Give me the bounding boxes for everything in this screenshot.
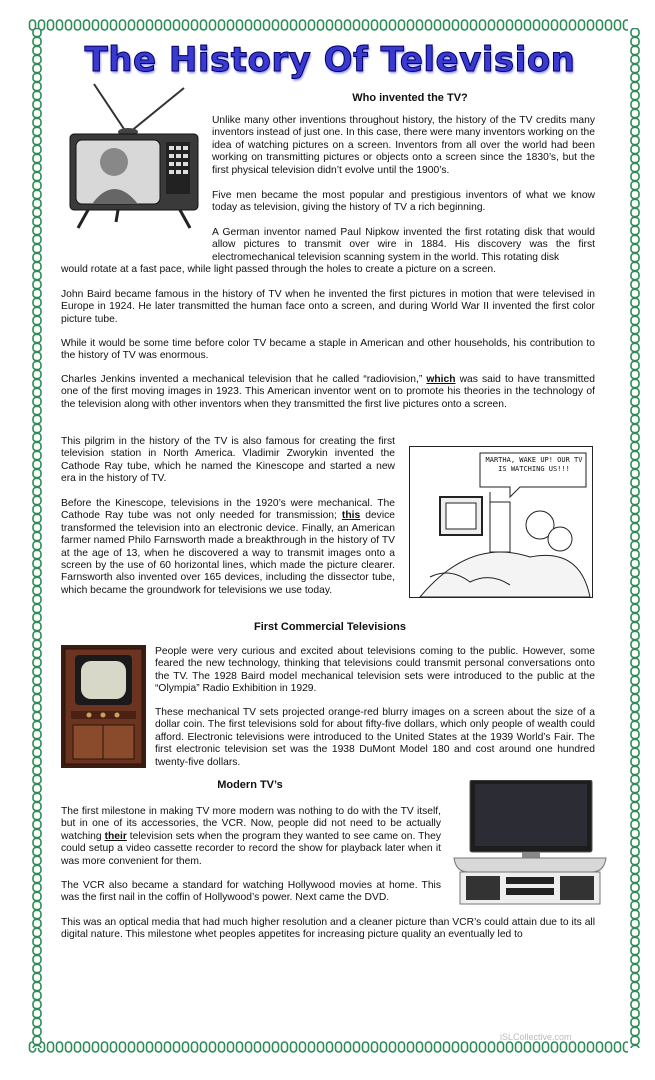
kinescope-text-a: Before the Kinescope, televisions in the 1920’s were mechanical. The Cathode Ray tube was not only needed for transmission; (61, 498, 395, 522)
paragraph-zworykin: This pilgrim in the history of the TV is also famous for creating the first television station in North America. Vladimir Zworykin invented the Cathode Ray tube, which he named the Kinescope and started a new era in the history of TV. (61, 436, 395, 485)
paragraph-vcr (61, 806, 441, 868)
paragraph-curious-public: People were very curious and excited about televisions coming to the public. However, some feared the new technology, thinking that televisions could transmit personal conversations onto the TV. The 1928 Baird model mechanical television sets were introduced to the public at the “Olympia” Radio Exhibition in 1929. (155, 646, 595, 695)
cabinet-tv-image (61, 645, 146, 768)
jenkins-underline: which (426, 374, 456, 385)
paragraph-mechanical-sets: These mechanical TV sets projected orange-red blurry images on a screen about the size of a dollar coin. The first televisions sold for about fifty-five dollars, which only people of wealth could afford. Electronic televisions were introduced to the United States at the 1939 World’s Fair. The first electronic television set was the 1938 DuMont Model 180 and cost around one hundred twenty-five dollars. (155, 707, 595, 768)
page-border-top (28, 18, 628, 32)
paragraph-nipkow: A German inventor named Paul Nipkow invented the first rotating disk that would allow pictures to transmit over wire in 1884. His discovery was the first electromechanical television scanning system in the world. This rotating disk (212, 227, 595, 263)
paragraph-nipkow-cont: would rotate at a fast pace, while light passed through the holes to create a picture on a screen. (61, 264, 497, 275)
paragraph-baird: John Baird became famous in the history of TV when he invented the first pictures in motion that were televised in Europe in 1924. He later transmitted the human face onto a screen, and during World War II invented the first color picture tube. (61, 289, 595, 325)
cartoon-image (409, 446, 593, 598)
section-heading-commercial: First Commercial Televisions (253, 621, 407, 633)
page-border-bottom (28, 1040, 628, 1054)
paragraph-five-men: Five men became the most popular and prestigious inventors of what we know today as television, giving the history of TV a rich beginning. (212, 190, 595, 214)
jenkins-text-b: was said to have transmitted one of the first moving images in 1923. This American inventor went on to promote his theories in the technology of the television along with other inventors when they transmitted the first live pictures onto a screen. (61, 374, 595, 410)
section-heading-who-invented: Who invented the TV? (352, 92, 468, 104)
watermark: iSLCollective.com (500, 1032, 572, 1042)
page-border-left (30, 28, 44, 1048)
modern-tv-image (452, 780, 608, 908)
paragraph-intro: Unlike many other inventions throughout history, the history of the TV credits many inventors instead of just one. In this case, there were many inventors working on the idea of watching pictures on a screen. Inventors from all over the world had been working on transmitting pictures or objects onto a screen since the 1830’s, but the first physical television didn’t evolve until the 1900’s. (212, 115, 595, 176)
paragraph-kinescope (61, 498, 395, 597)
section-heading-modern: Modern TV’s (217, 779, 283, 791)
kinescope-text-b: device transformed the television into an electronic device. Finally, an American farmer named Philo Farnsworth made a breakthrough in the history of TV at the age of 13, when he discovered a way to transmit images onto a screen by the use of 60 horizontal lines, which made the picture clearer. Farnsworth also invented over 165 devices, including the dissector tube, which became the groundwork for televisions we use today. (61, 510, 395, 596)
paragraph-jenkins (61, 374, 595, 411)
vcr-text-b: television sets when the program they wanted to see came on. They could setup a video cassette recorder to record the show for playback later when it was more convenient for them. (61, 830, 441, 867)
page-border-right (628, 28, 642, 1048)
page-title: The History Of Television (84, 40, 576, 80)
kinescope-underline: this (341, 510, 361, 522)
vcr-underline: their (104, 830, 127, 842)
paragraph-hollywood: The VCR also became a standard for watching Hollywood movies at home. This was the first nail in the coffin of Hollywood’s power. Next came the DVD. (61, 880, 441, 904)
cartoon-speech-bubble: MARTHA, WAKE UP! OUR TV IS WATCHING US!!! (485, 456, 583, 473)
vcr-text-a: The first milestone in making TV more modern was nothing to do with the TV itself, but in one of its accessories, the VCR. Now, people did not need to be actually watching (61, 806, 441, 842)
vintage-tv-image (66, 82, 202, 230)
paragraph-color-tv: While it would be some time before color TV became a staple in American and other households, his contribution to the history of TV was enormous. (61, 338, 595, 362)
paragraph-dvd: This was an optical media that had much higher resolution and a cleaner picture than VCR’s could attain due to its all digital nature. This milestone whet peoples appetites for increasing picture quality an eventually led to (61, 917, 595, 941)
jenkins-text-a: Charles Jenkins invented a mechanical television that he called “radiovision,” (61, 374, 427, 385)
